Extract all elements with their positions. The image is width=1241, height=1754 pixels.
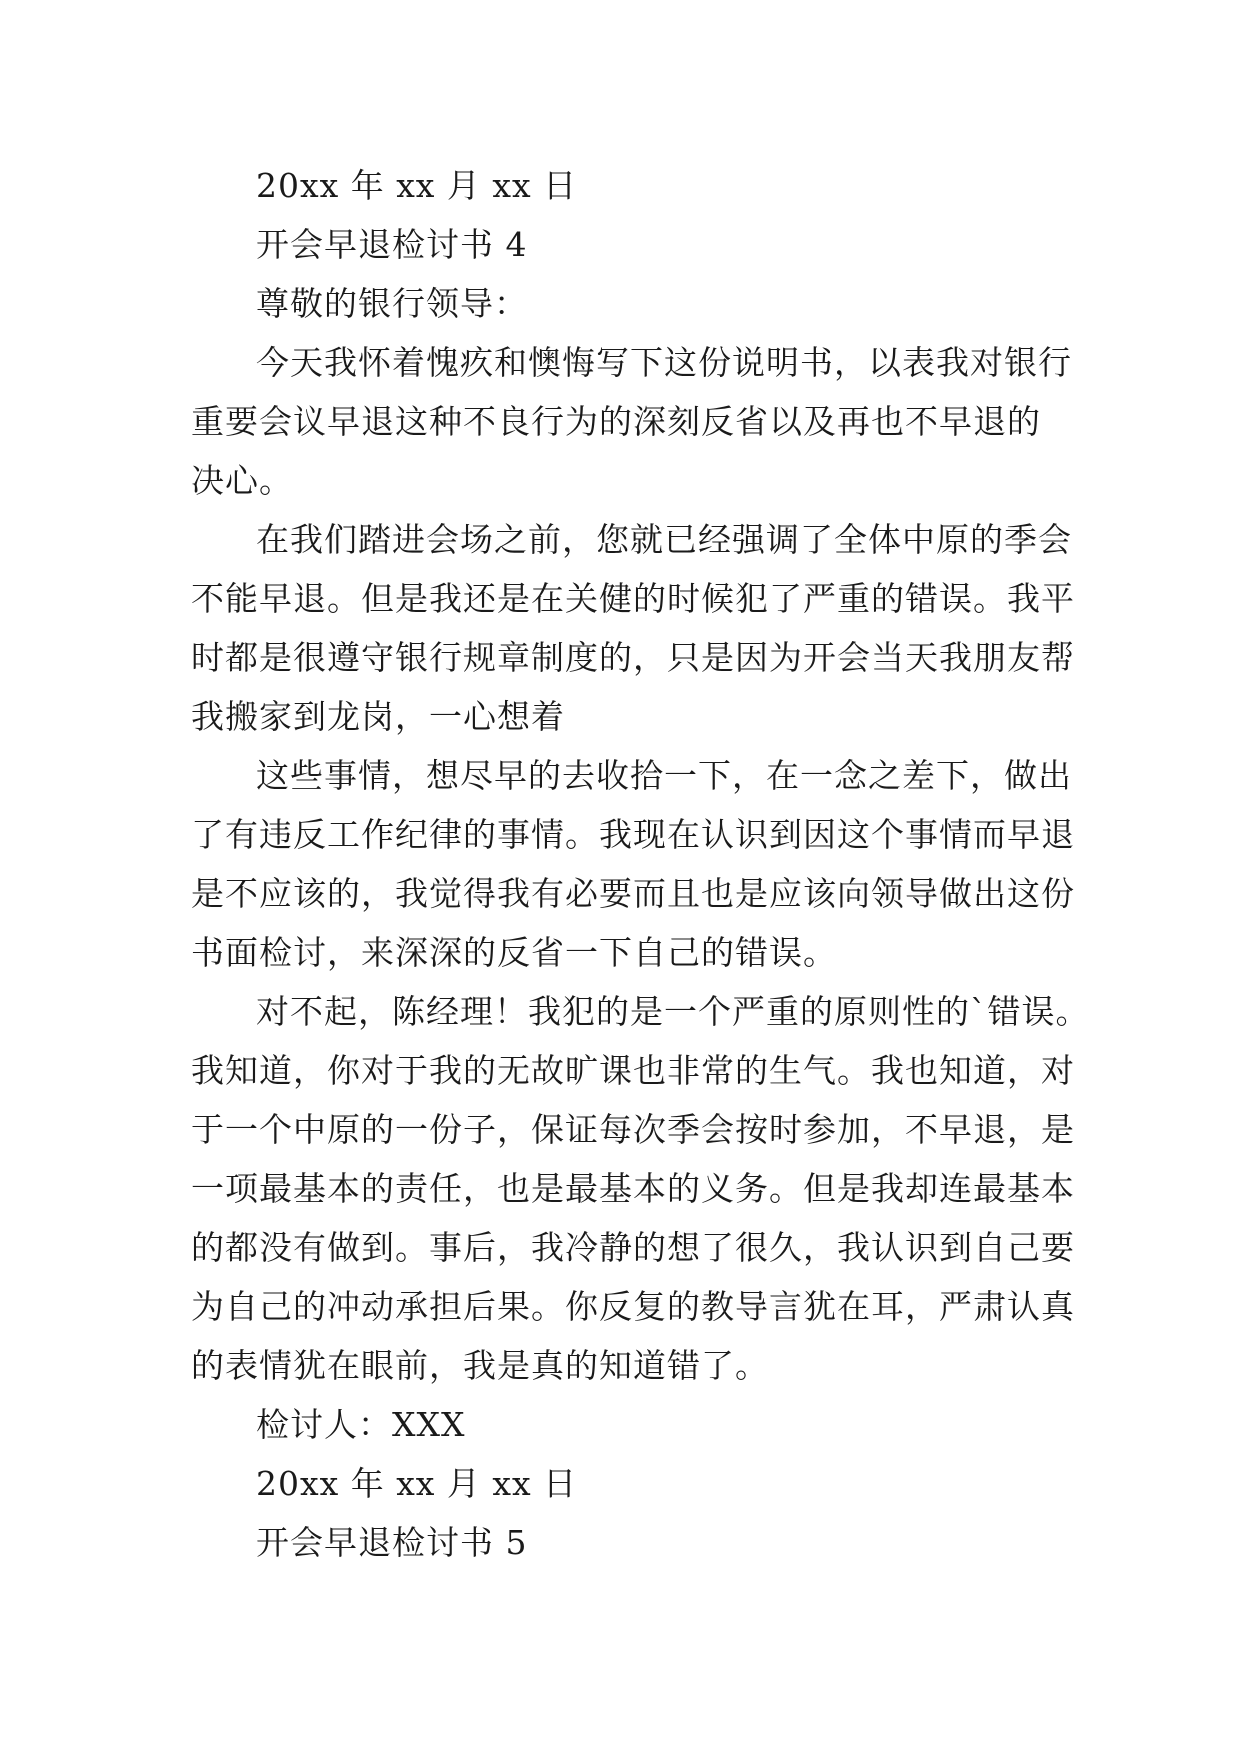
paragraph-line: 今天我怀着愧疚和懊悔写下这份说明书，以表我对银行 [256, 343, 1072, 382]
paragraph-line: 对不起，陈经理！我犯的是一个严重的原则性的`错误。 [256, 992, 1090, 1031]
paragraph-line: 我搬家到龙岗，一心想着 [191, 697, 565, 736]
paragraph-line: 于一个中原的一份子，保证每次季会按时参加，不早退，是 [191, 1110, 1075, 1149]
paragraph-line: 的都没有做到。事后，我冷静的想了很久，我认识到自己要 [191, 1228, 1075, 1267]
date-line: 20xx 年 xx 月 xx 日 [256, 166, 578, 205]
paragraph-line: 决心。 [191, 461, 293, 500]
paragraph-line: 的表情犹在眼前，我是真的知道错了。 [191, 1346, 769, 1385]
paragraph-line: 是不应该的，我觉得我有必要而且也是应该向领导做出这份 [191, 874, 1075, 913]
paragraph-line: 不能早退。但是我还是在关健的时候犯了严重的错误。我平 [191, 579, 1075, 618]
date-line: 20xx 年 xx 月 xx 日 [256, 1464, 578, 1503]
section-title: 开会早退检讨书 4 [256, 225, 528, 264]
salutation: 尊敬的银行领导： [256, 284, 528, 323]
section-title: 开会早退检讨书 5 [256, 1523, 528, 1562]
paragraph-line: 重要会议早退这种不良行为的深刻反省以及再也不早退的 [191, 402, 1041, 441]
paragraph-line: 时都是很遵守银行规章制度的，只是因为开会当天我朋友帮 [191, 638, 1075, 677]
signatory-line: 检讨人：XXX [256, 1405, 466, 1444]
paragraph-line: 我知道，你对于我的无故旷课也非常的生气。我也知道，对 [191, 1051, 1075, 1090]
paragraph-line: 书面检讨，来深深的反省一下自己的错误。 [191, 933, 837, 972]
paragraph-line: 一项最基本的责任，也是最基本的义务。但是我却连最基本 [191, 1169, 1075, 1208]
paragraph-line: 了有违反工作纪律的事情。我现在认识到因这个事情而早退 [191, 815, 1075, 854]
paragraph-line: 在我们踏进会场之前，您就已经强调了全体中原的季会 [256, 520, 1072, 559]
paragraph-line: 这些事情，想尽早的去收拾一下，在一念之差下，做出 [256, 756, 1072, 795]
paragraph-line: 为自己的冲动承担后果。你反复的教导言犹在耳，严肃认真 [191, 1287, 1075, 1326]
